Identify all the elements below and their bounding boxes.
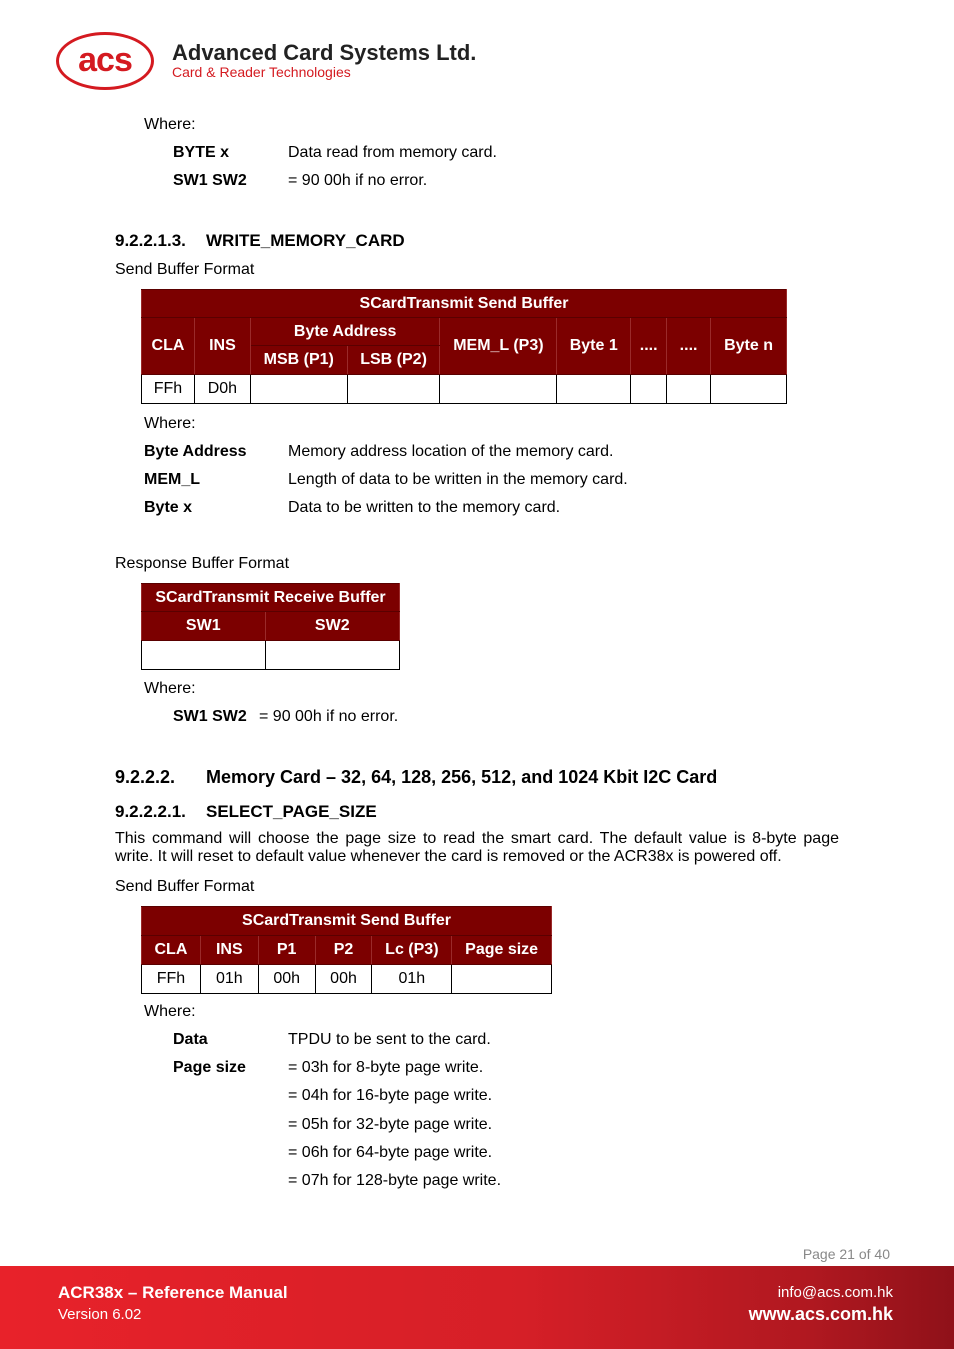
cell-empty (142, 641, 266, 670)
col-byte1: Byte 1 (557, 318, 631, 375)
where-label: Where: (144, 1003, 196, 1020)
table-title: SCardTransmit Send Buffer (142, 907, 552, 936)
desc-data: TPDU to be sent to the card. (288, 1031, 491, 1048)
cell-empty (711, 375, 787, 404)
col-mem-l: MEM_L (P3) (440, 318, 557, 375)
term-sw1-sw2: SW1 SW2 (173, 708, 247, 725)
section-heading: WRITE_MEMORY_CARD (206, 231, 405, 250)
receive-buffer-table (141, 583, 400, 670)
desc-byte-x: Data read from memory card. (288, 144, 497, 161)
term-mem-l: MEM_L (144, 471, 200, 488)
where-label: Where: (144, 415, 196, 432)
term-byte-x: BYTE x (173, 144, 230, 161)
col-ins: INS (194, 318, 250, 375)
cell-empty (347, 375, 440, 404)
table-title: SCardTransmit Receive Buffer (142, 584, 400, 612)
col-byte-n: Byte n (711, 318, 787, 375)
send-buffer-table (141, 289, 787, 404)
cell-ins: D0h (194, 375, 250, 404)
cell-empty (667, 375, 711, 404)
cell-cla: FFh (142, 965, 201, 994)
select-page-table (141, 906, 552, 994)
section-heading: Memory Card – 32, 64, 128, 256, 512, and 1024 Kbit I2C Card (206, 767, 718, 787)
page-size-value: = 07h for 128-byte page write. (288, 1172, 502, 1189)
footer-version: Version 6.02 (58, 1306, 142, 1323)
cell-empty (631, 375, 667, 404)
description-paragraph: This command will choose the page size to read the smart card. The default value is 8-byte page write. It will reset to default value whenever the card is removed or the ACR38x is powered off. (115, 830, 839, 865)
desc-sw1-sw2: = 90 00h if no error. (259, 708, 399, 725)
page-size-value: = 06h for 64-byte page write. (288, 1144, 493, 1161)
page-size-value: = 04h for 16-byte page write. (288, 1087, 493, 1104)
section-number: 9.2.2.1.3. (115, 231, 186, 250)
cell-empty (250, 375, 347, 404)
col-sw1: SW1 (142, 612, 266, 641)
where-label: Where: (144, 680, 196, 697)
term-page-size: Page size (173, 1059, 246, 1076)
cell-page-size (452, 965, 552, 994)
col-ins: INS (200, 936, 258, 965)
response-buffer-label: Response Buffer Format (115, 555, 290, 572)
logo-text: acs (78, 41, 132, 79)
section-heading: SELECT_PAGE_SIZE (206, 802, 377, 821)
acs-logo (56, 32, 154, 90)
term-byte-address: Byte Address (144, 443, 247, 460)
footer-title: ACR38x – Reference Manual (58, 1283, 288, 1302)
send-buffer-label: Send Buffer Format (115, 261, 255, 278)
page-size-value: = 03h for 8-byte page write. (288, 1059, 484, 1076)
col-cla: CLA (142, 936, 201, 965)
term-byte-x: Byte x (144, 499, 193, 516)
cell-empty (265, 641, 399, 670)
footer-website[interactable]: www.acs.com.hk (748, 1304, 893, 1324)
col-lsb: LSB (P2) (347, 346, 440, 375)
cell-empty (440, 375, 557, 404)
table-title: SCardTransmit Send Buffer (142, 290, 787, 318)
page-size-value: = 05h for 32-byte page write. (288, 1116, 493, 1133)
col-dots-2: .... (667, 318, 711, 375)
desc-mem-l: Length of data to be written in the memory card. (288, 471, 628, 488)
footer-email[interactable]: info@acs.com.hk (777, 1284, 893, 1301)
col-p2: P2 (315, 936, 372, 965)
col-lc: Lc (P3) (372, 936, 452, 965)
cell-lc: 01h (372, 965, 452, 994)
col-sw2: SW2 (265, 612, 399, 641)
cell-p2: 00h (315, 965, 372, 994)
page-number: Page 21 of 40 (802, 1246, 890, 1262)
cell-empty (557, 375, 631, 404)
term-data: Data (173, 1031, 208, 1048)
cell-p1: 00h (258, 965, 315, 994)
col-dots-1: .... (631, 318, 667, 375)
company-name: Advanced Card Systems Ltd. (172, 40, 477, 65)
footer-bar (0, 1266, 954, 1349)
col-byte-address: Byte Address (250, 318, 440, 346)
company-tagline: Card & Reader Technologies (172, 64, 351, 80)
desc-byte-address: Memory address location of the memory card. (288, 443, 614, 460)
col-msb: MSB (P1) (250, 346, 347, 375)
col-page-size: Page size (452, 936, 552, 965)
cell-cla: FFh (142, 375, 195, 404)
desc-byte-x: Data to be written to the memory card. (288, 499, 561, 516)
send-buffer-label: Send Buffer Format (115, 878, 255, 895)
section-number: 9.2.2.2. (115, 767, 176, 787)
desc-sw1-sw2: = 90 00h if no error. (288, 172, 428, 189)
cell-ins: 01h (200, 965, 258, 994)
col-p1: P1 (258, 936, 315, 965)
col-cla: CLA (142, 318, 195, 375)
where-label: Where: (144, 116, 196, 133)
section-number: 9.2.2.2.1. (115, 802, 186, 821)
term-sw1-sw2: SW1 SW2 (173, 172, 247, 189)
